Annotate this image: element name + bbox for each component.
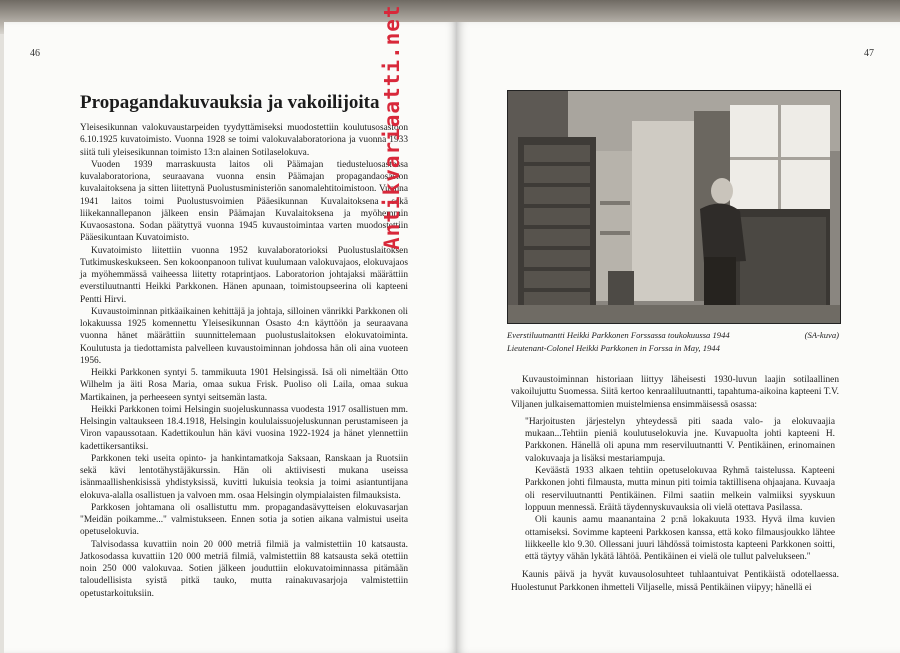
paragraph: Parkkosen johtamana oli osallistuttu mm. propagandasävytteisen elokuvasarjan "Meidän poikamme..." valmistukseen. Ennen sotia ja sotien aikana valmistui useita opetuselokuvia. bbox=[80, 502, 408, 538]
photo-caption-finnish bbox=[507, 330, 839, 340]
paragraph: Yleisesikunnan valokuvaustarpeiden tyydyttämiseksi muodostettiin koulutusosastoon 6.10.1925 kuvatoimisto. Vuonna 1928 se toimi valokuvalaboratoriona ja vuonna 1933 siitä tuli yleisesikunnan toimisto 13:n alainen Sotilaselokuva. bbox=[80, 123, 408, 158]
chapter-title: Propagandakuvauksia ja vakoilijoita bbox=[80, 92, 380, 113]
paragraph: Talvisodassa kuvattiin noin 20 000 metriä filmiä ja valmistettiin 10 katsausta. Jatkosodassa kuvattiin 120 000 metriä filmiä, valmistettiin 88 katsausta sekä otettiin noin 250 000 valokuvaa. Sotien jälkeen jouduttiin elokuvatoiminnassa pitämään taloudellisista syistä pitkä tauko, mutta rainakuvasarjoja valmistettiin opetustarkoituksiin. bbox=[80, 539, 408, 599]
paragraph: Kaunis päivä ja hyvät kuvausolosuhteet tuhlaantuivat Pentikäistä odotellaessa. Huolestunut Parkkonen ihmetteli Viljaselle, missä Pentikäinen viipyy; hänellä ei bbox=[511, 570, 839, 593]
paragraph: Kuvatoimisto liitettiin vuonna 1952 kuvalaboratorioksi Puolustuslaitoksen Tutkimuskeskukseen. Sen kokoonpanoon tulivat kuulumaan valokuvajaos, elokuvajaos ja myöhemmässä vaiheessa liitetty rotaprintjaos. Laboratorion johtajaksi määrättiin everstiluutnantti Heikki Parkkonen. Hänen apunaan, toimistoupseerina oli kapteeni Pentti Hirvi. bbox=[80, 245, 408, 305]
paragraph: Vuoden 1939 marraskuusta laitos oli Päämajan tiedusteluosastossa kuvalaboratoriona, seuraavana vuonna ensin Päämajan propagandaosaston kuvalaitoksena ja sitten liitettynä Puolustusministeriön sanomalehtitoimistoon. Vuonna 1941 laitos toimi Puolustusvoimien Pääesikunnan Kuvalaitoksena sekä liikekannallepanon jälkeen ensin Päämajan Kuvalaitoksena ja myöhemmin Kuvaosastona. Sodan päätyttyä vuonna 1945 kuvaustoimintaa varten muodostettiin Pääesikuntaan Kuvatoimisto. bbox=[80, 159, 408, 244]
quote-paragraph: Oli kaunis aamu maanantaina 2 p:nä lokakuuta 1933. Hyvä ilma kuvien ottamiseksi. Sovimme kapteeni Parkkosen kanssa, että koko filmausjoukko lähtee liikkeelle klo 9.30. Ollessani juuri lähdössä toimistosta kapteeni Parkkonen soitti, että täytyy vähän lykätä lähtöä. Pentikäinen ei vielä ole tullut palvelukseen." bbox=[525, 515, 835, 563]
paragraph: Heikki Parkkonen toimi Helsingin suojeluskunnassa vuodesta 1917 osallistuen mm. Helsingin valtaukseen 18.4.1918, Helsingin koululaissuojeluskunnan perustamiseen ja Viron vapaussotaan. Kadettikoulun hän kävi vuosina 1922-1924 ja hänet ylennettiin kadettikersantiksi. bbox=[80, 404, 408, 452]
page-number-left: 46 bbox=[30, 48, 40, 59]
photo-caption-english: Lieutenant-Colonel Heikki Parkkonen in Forssa in May, 1944 bbox=[507, 343, 720, 353]
right-page bbox=[456, 22, 900, 653]
office-photo bbox=[507, 90, 841, 324]
paragraph: Heikki Parkkonen syntyi 5. tammikuuta 1901 Helsingissä. Isä oli nimeltään Otto Wilhelm ja äiti Rosa Maria, omaa sukua Frisk. Puoliso oli Laila, omaa sukua Martikainen, ja perheeseen syntyi seitsemän lasta. bbox=[80, 368, 408, 403]
photo-credit: (SA-kuva) bbox=[804, 330, 839, 340]
quote-paragraph: "Harjoitusten järjestelyn yhteydessä piti saada valo- ja elokuvaajia mukaan...Tehtiin pieniä koulutuselokuvia jne. Kuvapuolta johti kapteeni H. Parkkonen. Hänellä oli apuna mm reserviluutnantti V. Pentikäinen, erinomainen valokuvaaja ja lisäksi mestariampuja. bbox=[525, 416, 835, 464]
office-photo-illustration bbox=[508, 91, 840, 323]
block-quote bbox=[525, 416, 835, 564]
paragraph: Kuvaustoiminnan pitkäaikainen kehittäjä ja johtaja, silloinen vänrikki Parkkonen oli lokakuussa 1925 komennettu Yleisesikunnan Osasto 4:n käyttöön ja seuraavana vuonna hänet määrättiin suunnittelemaan puolustuslaitoksen elokuvatoiminta. Koulutusta ja tiedottamista palvelleen kuvaustoiminnan johdossa hän oli aina vuoteen 1956. bbox=[80, 306, 408, 366]
quote-paragraph: Keväästä 1933 alkaen tehtiin opetuselokuvaa Ryhmä taistelussa. Kapteeni Parkkonen johti filmausta, mutta minun piti toimia taktillisena ohjaajana. Kuvaaja oli reserviluutnantti Pentikäinen. Filmi saatiin melkein valmiiksi syyskuun loppuun mennessä. Eräitä täydennyskuvauksia oli vielä otettava Pasilassa. bbox=[525, 466, 835, 513]
watermark-text: Antikvariaatti.net bbox=[380, 4, 404, 250]
caption-text-fi: Everstiluutnantti Heikki Parkkonen Forssassa toukokuussa 1944 bbox=[507, 330, 730, 340]
left-body-text bbox=[80, 122, 408, 600]
paragraph: Parkkonen teki useita opinto- ja hankintamatkoja Saksaan, Ranskaan ja Ruotsiin sekä kävi lentotähystäjäkurssin. Hän oli aktiivisesti mukana useissa isänmaallishenkisissä yhdistyksissä, kuvitti lukuisia teoksia ja toimi asiantuntijana elokuva-alalla osallistuen ja valvoen mm. osaa Helsingin olympialaisten filmauksista. bbox=[80, 453, 408, 501]
page-number-right: 47 bbox=[864, 48, 874, 59]
right-body-text bbox=[511, 374, 839, 594]
paragraph: Kuvaustoiminnan historiaan liittyy läheisesti 1930-luvun laajin sotilaallinen vakoilujuttu Suomessa. Siitä kertoo kenraaliluutnantti, tapahtuma-aikoina kapteeni T.V. Viljanen julkaisemattomien muistelmiensa ensimmäisessä osassa: bbox=[511, 375, 839, 410]
